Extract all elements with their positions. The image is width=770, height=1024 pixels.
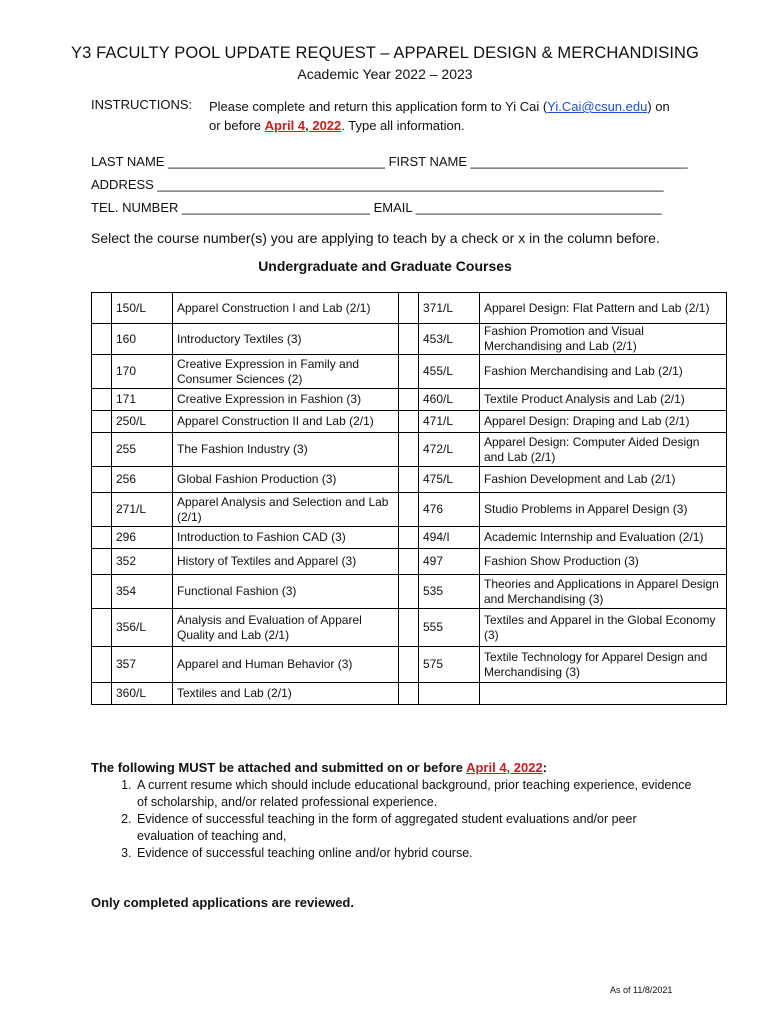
checkbox-cell-left[interactable]: [92, 355, 112, 389]
course-title: Theories and Applications in Apparel Design and Merchandising (3): [480, 575, 727, 609]
course-title: History of Textiles and Apparel (3): [173, 549, 399, 575]
course-title: Fashion Development and Lab (2/1): [480, 467, 727, 493]
course-number: 357: [112, 647, 173, 683]
course-number: 471/L: [419, 411, 480, 433]
instructions-label: INSTRUCTIONS:: [91, 97, 193, 112]
checkbox-cell-right[interactable]: [399, 549, 419, 575]
course-title: Fashion Merchandising and Lab (2/1): [480, 355, 727, 389]
address-field-line[interactable]: ADDRESS ______________________________________________________________________: [91, 177, 664, 192]
requirement-item: 3. Evidence of successful teaching online and/or hybrid course.: [135, 845, 695, 862]
table-row: [92, 433, 727, 467]
table-row: [92, 609, 727, 647]
checkbox-cell-left[interactable]: [92, 647, 112, 683]
checkbox-cell-right[interactable]: [399, 293, 419, 324]
course-title: Textiles and Lab (2/1): [173, 683, 399, 705]
course-title: Introduction to Fashion CAD (3): [173, 527, 399, 549]
table-title: Undergraduate and Graduate Courses: [258, 258, 512, 274]
course-number: 555: [419, 609, 480, 647]
course-number: 371/L: [419, 293, 480, 324]
course-number: 271/L: [112, 493, 173, 527]
revision-date: As of 11/8/2021: [610, 985, 673, 995]
instructions-text: Please complete and return this application form to Yi Cai (Yi.Cai@csun.edu) on or before April 4, 2022. Type all information.: [209, 99, 670, 133]
course-number: 535: [419, 575, 480, 609]
requirement-item: 2. Evidence of successful teaching in the form of aggregated student evaluations and/or peer evaluation of teaching and,: [135, 811, 695, 845]
course-title: Apparel Design: Flat Pattern and Lab (2/1): [480, 293, 727, 324]
requirement-item: 1. A current resume which should include educational background, prior teaching experience, evidence of scholarship, and/or related professional experience.: [135, 777, 695, 811]
table-row: [92, 355, 727, 389]
course-title: Apparel and Human Behavior (3): [173, 647, 399, 683]
course-number: 250/L: [112, 411, 173, 433]
course-number: 472/L: [419, 433, 480, 467]
course-title: Textile Product Analysis and Lab (2/1): [480, 389, 727, 411]
requirements-heading: The following MUST be attached and submitted on or before April 4, 2022:: [91, 760, 548, 775]
phone-email-field-line[interactable]: TEL. NUMBER __________________________ EMAIL __________________________________: [91, 200, 662, 215]
course-title: Academic Internship and Evaluation (2/1): [480, 527, 727, 549]
course-title: Global Fashion Production (3): [173, 467, 399, 493]
course-title: [480, 683, 727, 705]
select-instruction: Select the course number(s) you are applying to teach by a check or x in the column before.: [91, 230, 660, 246]
checkbox-cell-left[interactable]: [92, 293, 112, 324]
checkbox-cell-right[interactable]: [399, 389, 419, 411]
course-number: 455/L: [419, 355, 480, 389]
course-number: 453/L: [419, 324, 480, 355]
checkbox-cell-left[interactable]: [92, 527, 112, 549]
courses-table: [91, 292, 727, 705]
checkbox-cell-left[interactable]: [92, 609, 112, 647]
course-number: 475/L: [419, 467, 480, 493]
course-number: 494/I: [419, 527, 480, 549]
checkbox-cell-right[interactable]: [399, 493, 419, 527]
checkbox-cell-left[interactable]: [92, 411, 112, 433]
course-title: Fashion Show Production (3): [480, 549, 727, 575]
table-row: [92, 527, 727, 549]
checkbox-cell-left[interactable]: [92, 467, 112, 493]
course-title: Apparel Design: Computer Aided Design and Lab (2/1): [480, 433, 727, 467]
requirements-list: [91, 777, 695, 862]
checkbox-cell-left[interactable]: [92, 389, 112, 411]
checkbox-cell-right[interactable]: [399, 411, 419, 433]
course-number: 150/L: [112, 293, 173, 324]
course-title: Apparel Construction II and Lab (2/1): [173, 411, 399, 433]
checkbox-cell-left[interactable]: [92, 324, 112, 355]
checkbox-cell-left[interactable]: [92, 683, 112, 705]
contact-email-link[interactable]: Yi.Cai@csun.edu: [547, 99, 648, 114]
table-row: [92, 647, 727, 683]
course-number: 296: [112, 527, 173, 549]
checkbox-cell-right[interactable]: [399, 355, 419, 389]
course-title: Apparel Analysis and Selection and Lab (2/1): [173, 493, 399, 527]
table-row: [92, 683, 727, 705]
table-row: [92, 324, 727, 355]
course-title: Studio Problems in Apparel Design (3): [480, 493, 727, 527]
course-title: Creative Expression in Family and Consumer Sciences (2): [173, 355, 399, 389]
table-row: [92, 575, 727, 609]
checkbox-cell-right[interactable]: [399, 433, 419, 467]
checkbox-cell-right[interactable]: [399, 609, 419, 647]
checkbox-cell-right[interactable]: [399, 324, 419, 355]
course-number: 352: [112, 549, 173, 575]
course-number: 497: [419, 549, 480, 575]
checkbox-cell-right[interactable]: [399, 683, 419, 705]
table-row: [92, 549, 727, 575]
course-number: 256: [112, 467, 173, 493]
course-title: Fashion Promotion and Visual Merchandising and Lab (2/1): [480, 324, 727, 355]
course-number: 255: [112, 433, 173, 467]
course-number: [419, 683, 480, 705]
checkbox-cell-right[interactable]: [399, 527, 419, 549]
course-title: Textiles and Apparel in the Global Economy (3): [480, 609, 727, 647]
course-number: 476: [419, 493, 480, 527]
course-number: 356/L: [112, 609, 173, 647]
table-row: [92, 389, 727, 411]
course-number: 360/L: [112, 683, 173, 705]
course-number: 575: [419, 647, 480, 683]
course-title: Creative Expression in Fashion (3): [173, 389, 399, 411]
course-title: Apparel Design: Draping and Lab (2/1): [480, 411, 727, 433]
completed-note: Only completed applications are reviewed.: [91, 895, 354, 910]
checkbox-cell-left[interactable]: [92, 575, 112, 609]
course-title: Functional Fashion (3): [173, 575, 399, 609]
checkbox-cell-left[interactable]: [92, 493, 112, 527]
checkbox-cell-left[interactable]: [92, 549, 112, 575]
checkbox-cell-right[interactable]: [399, 647, 419, 683]
course-title: Apparel Construction I and Lab (2/1): [173, 293, 399, 324]
table-row: [92, 293, 727, 324]
requirements-deadline: April 4, 2022: [466, 760, 543, 775]
course-number: 170: [112, 355, 173, 389]
course-number: 160: [112, 324, 173, 355]
course-number: 460/L: [419, 389, 480, 411]
course-title: Textile Technology for Apparel Design and Merchandising (3): [480, 647, 727, 683]
course-number: 171: [112, 389, 173, 411]
course-title: Introductory Textiles (3): [173, 324, 399, 355]
table-row: [92, 467, 727, 493]
name-field-line[interactable]: LAST NAME ______________________________ FIRST NAME ______________________________: [91, 154, 688, 169]
deadline-date: April 4, 2022: [264, 118, 342, 133]
checkbox-cell-right[interactable]: [399, 575, 419, 609]
checkbox-cell-right[interactable]: [399, 467, 419, 493]
course-title: The Fashion Industry (3): [173, 433, 399, 467]
checkbox-cell-left[interactable]: [92, 433, 112, 467]
form-title: Y3 FACULTY POOL UPDATE REQUEST – APPAREL DESIGN & MERCHANDISING: [71, 44, 699, 62]
course-number: 354: [112, 575, 173, 609]
course-title: Analysis and Evaluation of Apparel Quality and Lab (2/1): [173, 609, 399, 647]
table-row: [92, 411, 727, 433]
academic-year: Academic Year 2022 – 2023: [297, 66, 473, 82]
table-row: [92, 493, 727, 527]
